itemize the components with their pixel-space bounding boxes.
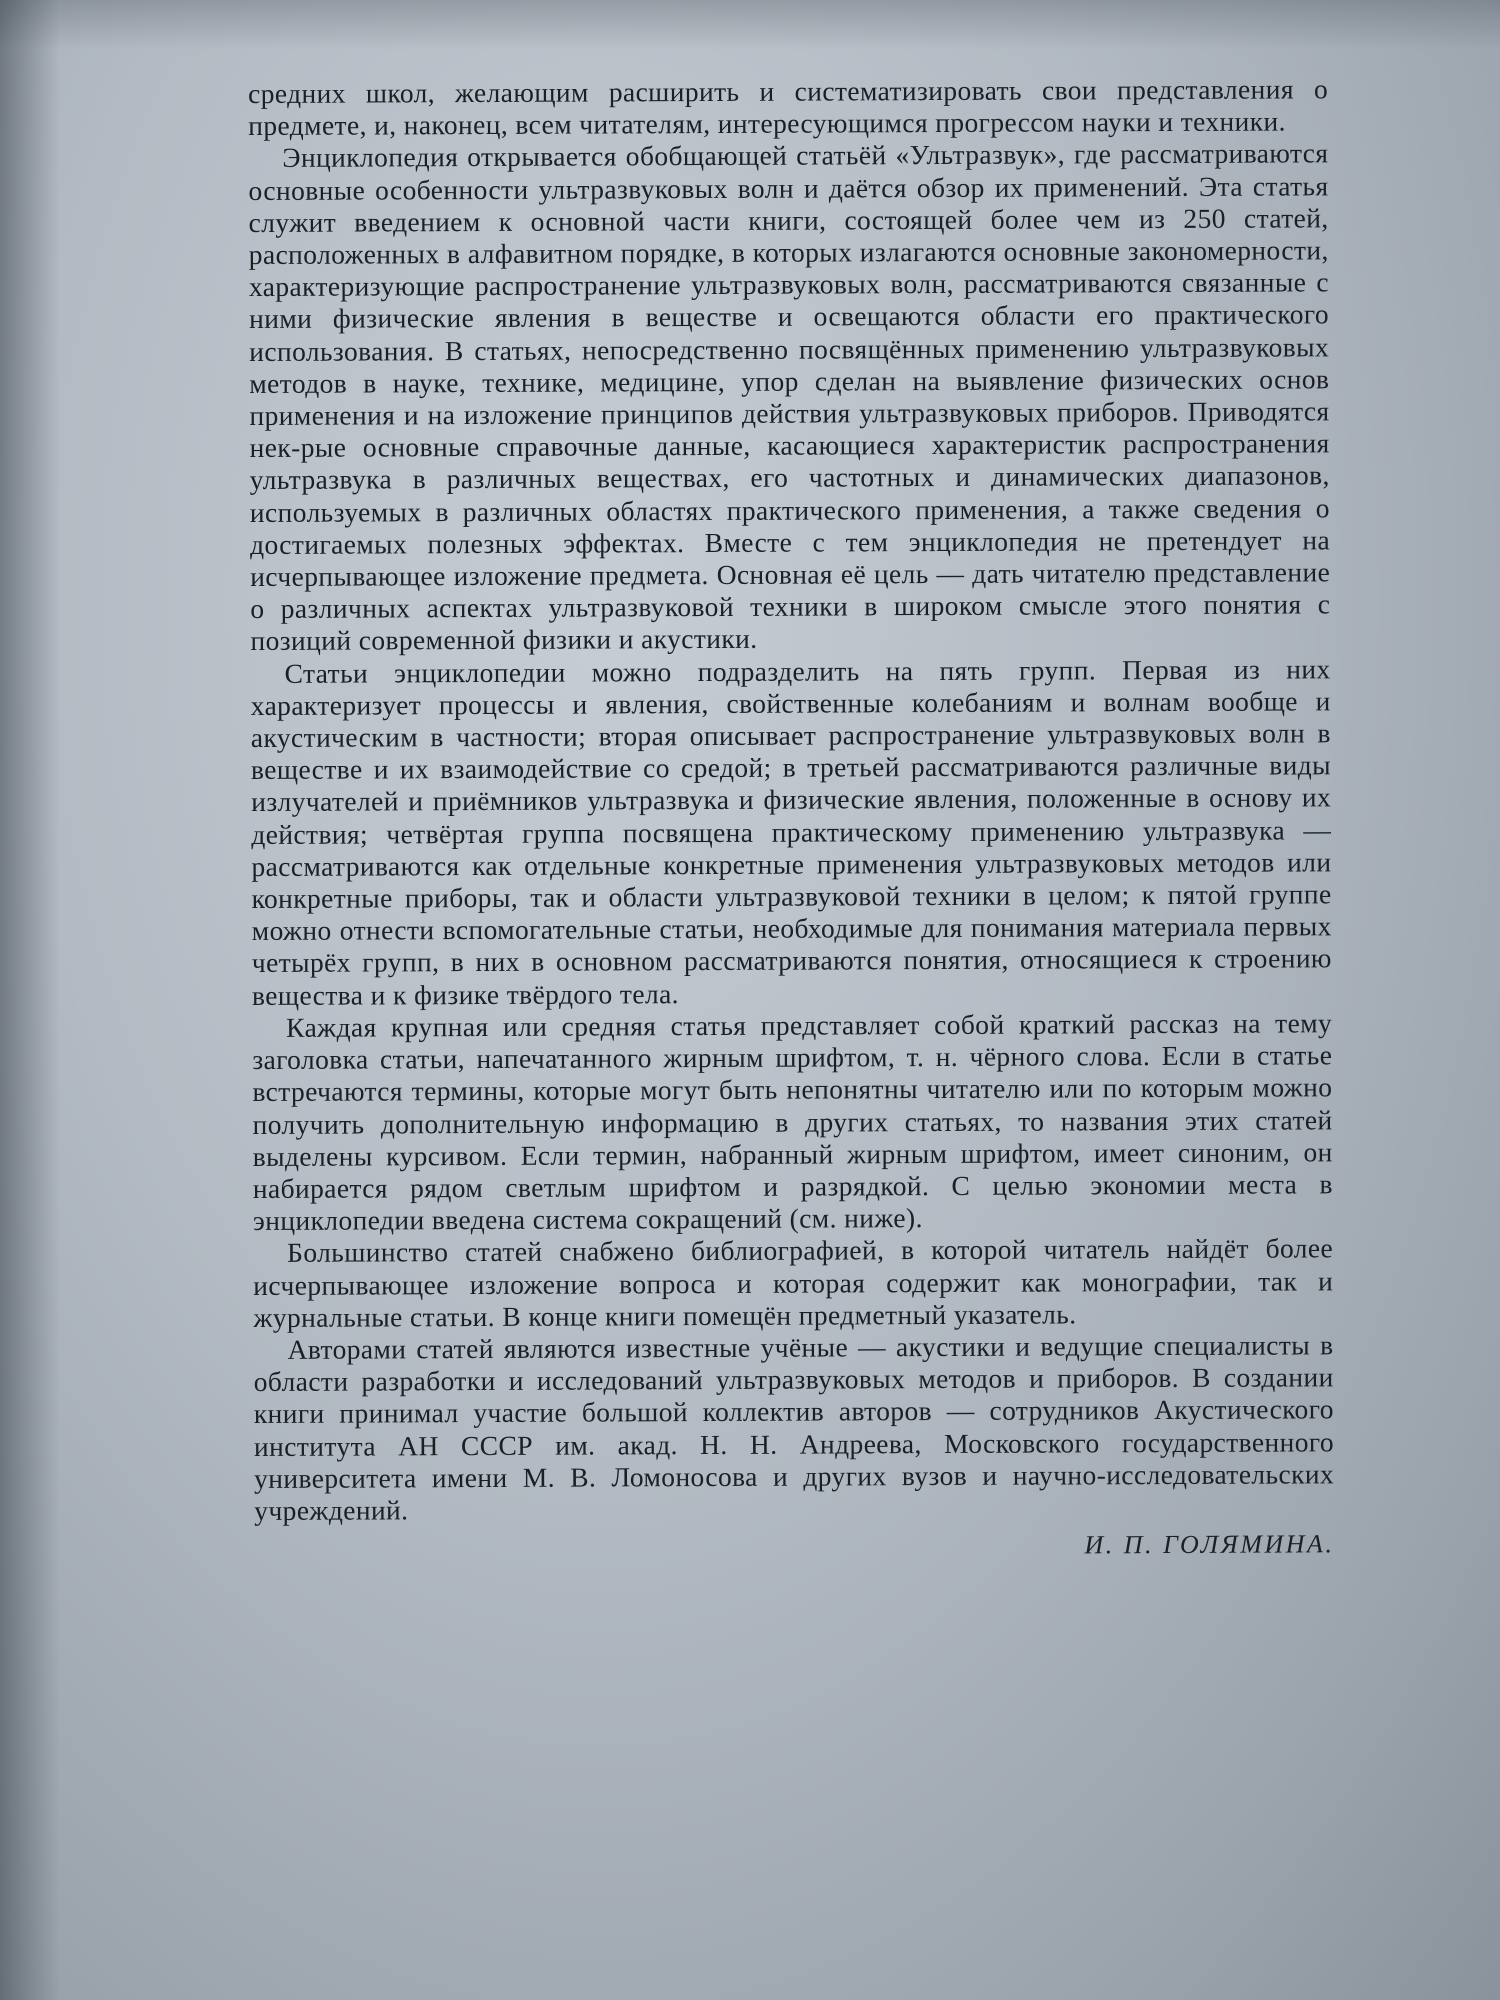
paragraph-article-format: Каждая крупная или средняя статья представляет собой краткий рассказ на тему заголовка статьи, напечатанного жирным шрифтом, т. н. чёрного слова. Если в статье встречаются термины, которые могут быть непонятны читателю или по которым можно получить дополнительную информацию в других статьях, то названия этих статей выделены курсивом. Если термин, набранный жирным шрифтом, имеет синоним, он набирается рядом светлым шрифтом и разрядкой. С целью экономии места в энциклопедии введена система сокращений (см. ниже). (252, 1007, 1333, 1237)
paragraph-article-groups: Статьи энциклопедии можно подразделить на пять групп. Первая из них характеризует процессы и явления, свойственные колебаниям и волнам вообще и акустическим в частности; вторая описывает распространение ультразвуковых волн в веществе и их взаимодействие со средой; в третьей рассматриваются различные виды излучателей и приёмников ультразвука и физические явления, положенные в основу их действия; четвёртая группа посвящена практическому применению ультразвука — рассматриваются как отдельные конкретные применения ультразвуковых методов или конкретные приборы, так и области ультразвуковой техники в целом; к пятой группе можно отнести вспомогательные статьи, необходимые для понимания материала первых четырёх групп, в них в основном рассматриваются понятия, относящиеся к строению вещества и к физике твёрдого тела. (250, 652, 1332, 1011)
page-top-shadow (0, 0, 1500, 50)
paragraph-authors: Авторами статей являются известные учёные — акустики и ведущие специалисты в области разработки и исследований ультразвуковых методов и приборов. В создании книги принимал участие большой коллектив авторов — сотрудников Акустического института АН СССР им. акад. Н. Н. Андреева, Московского государственного университета имени М. В. Ломоносова и других вузов и научно-исследовательских учреждений. (253, 1329, 1335, 1526)
paragraph-continuation: средних школ, желающим расширить и систематизировать свои представления о предмете, и, наконец, всем читателям, интересующимся прогрессом науки и техники. (248, 73, 1329, 142)
page-gutter-shadow (0, 0, 60, 2000)
paragraph-bibliography: Большинство статей снабжено библиографией, в которой читатель найдёт более исчерпывающее изложение вопроса и которая содержит как монографии, так и журнальные статьи. В конце книги помещён предметный указатель. (253, 1232, 1334, 1333)
author-signature: И. П. ГОЛЯМИНА. (1084, 1529, 1335, 1560)
paragraph-overview: Энциклопедия открывается обобщающей статьёй «Ультразвук», где рассматриваются основные особенности ультразвуковых волн и даётся обзор их применений. Эта статья служит введением к основной части книги, состоящей более чем из 250 статей, расположенных в алфавитном порядке, в которых излагаются основные закономерности, характеризующие распространение ультразвуковых волн, рассматриваются связанные с ними физические явления в веществе и освещаются области его практического использования. В статьях, непосредственно посвящённых применению ультразвуковых методов в науке, технике, медицине, упор сделан на выявление физических основ применения и на изложение принципов действия ультразвуковых приборов. Приводятся нек-рые основные справочные данные, касающиеся характеристик распространения ультразвука в различных веществах, его частотных и динамических диапазонов, используемых в различных областях практического применения, а также сведения о достигаемых полезных эффектах. Вместе с тем энциклопедия не претендует на исчерпывающее изложение предмета. Основная её цель — дать читателю представление о различных аспектах ультразвуковой техники в широком смысле этого понятия с позиций современной физики и акустики. (248, 137, 1331, 657)
preface-text (248, 73, 1334, 1565)
